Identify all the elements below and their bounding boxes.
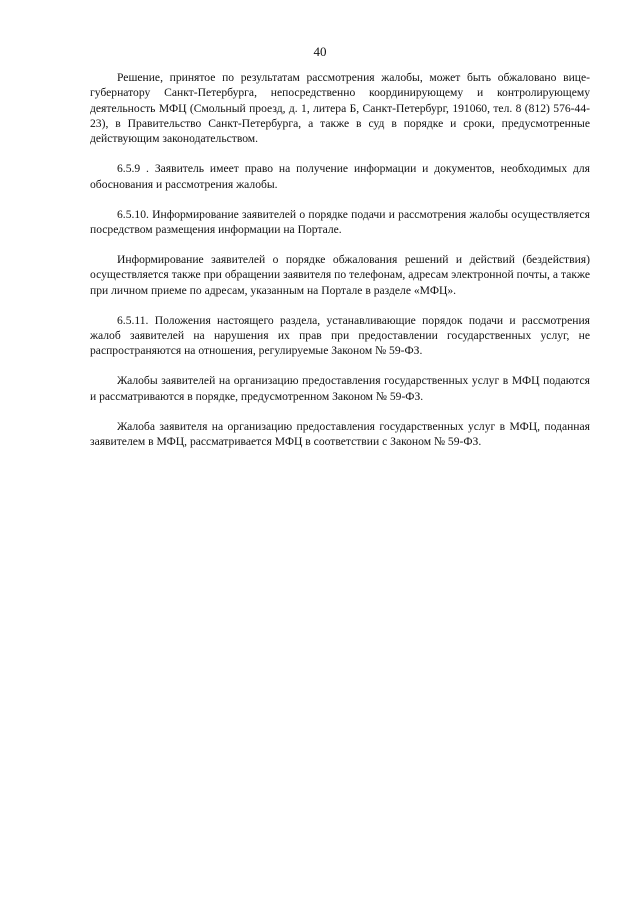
paragraph-appeal-decision: Решение, принятое по результатам рассмотрения жалобы, может быть обжаловано вице-губернатору Санкт-Петербурга, непосредственно координирующему и контролирующему деятельность МФЦ (Смольный проезд, д. 1, литера Б, Санкт-Петербург, 191060, тел. 8 (812) 576-44-23), в Правительство Санкт-Петербурга, а также в суд в порядке и сроки, предусмотренные действующим законодательством. xyxy=(90,71,590,146)
paragraph-informing-applicants: Информирование заявителей о порядке обжалования решений и действий (бездействия) осуществляется также при обращении заявителя по телефонам, адресам электронной почты, а также при личном приеме по адресам, указанным на Портале в разделе «МФЦ». xyxy=(90,253,590,297)
paragraph-6-5-10: 6.5.10. Информирование заявителей о порядке подачи и рассмотрения жалобы осуществляется посредством размещения информации на Портале. xyxy=(90,207,590,236)
paragraph-complaint-filed-mfc: Жалоба заявителя на организацию предоставления государственных услуг в МФЦ, поданная заявителем в МФЦ, рассматривается МФЦ в соответствии с Законом № 59-ФЗ. xyxy=(90,419,590,449)
paragraph-complaints-mfc: Жалобы заявителей на организацию предоставления государственных услуг в МФЦ подаются и рассматриваются в порядке, предусмотренном Законом № 59-ФЗ. xyxy=(90,374,590,403)
page-number: 40 xyxy=(313,44,327,59)
paragraph-6-5-9: 6.5.9 . Заявитель имеет право на получение информации и документов, необходимых для обоснования и рассмотрения жалобы. xyxy=(90,162,590,191)
document-body xyxy=(90,70,590,449)
paragraph-6-5-11: 6.5.11. Положения настоящего раздела, устанавливающие порядок подачи и рассмотрения жалоб заявителей на нарушения их прав при предоставлении государственных услуг, не распространяются на отношения, регулируемые Законом № 59-ФЗ. xyxy=(90,313,590,358)
